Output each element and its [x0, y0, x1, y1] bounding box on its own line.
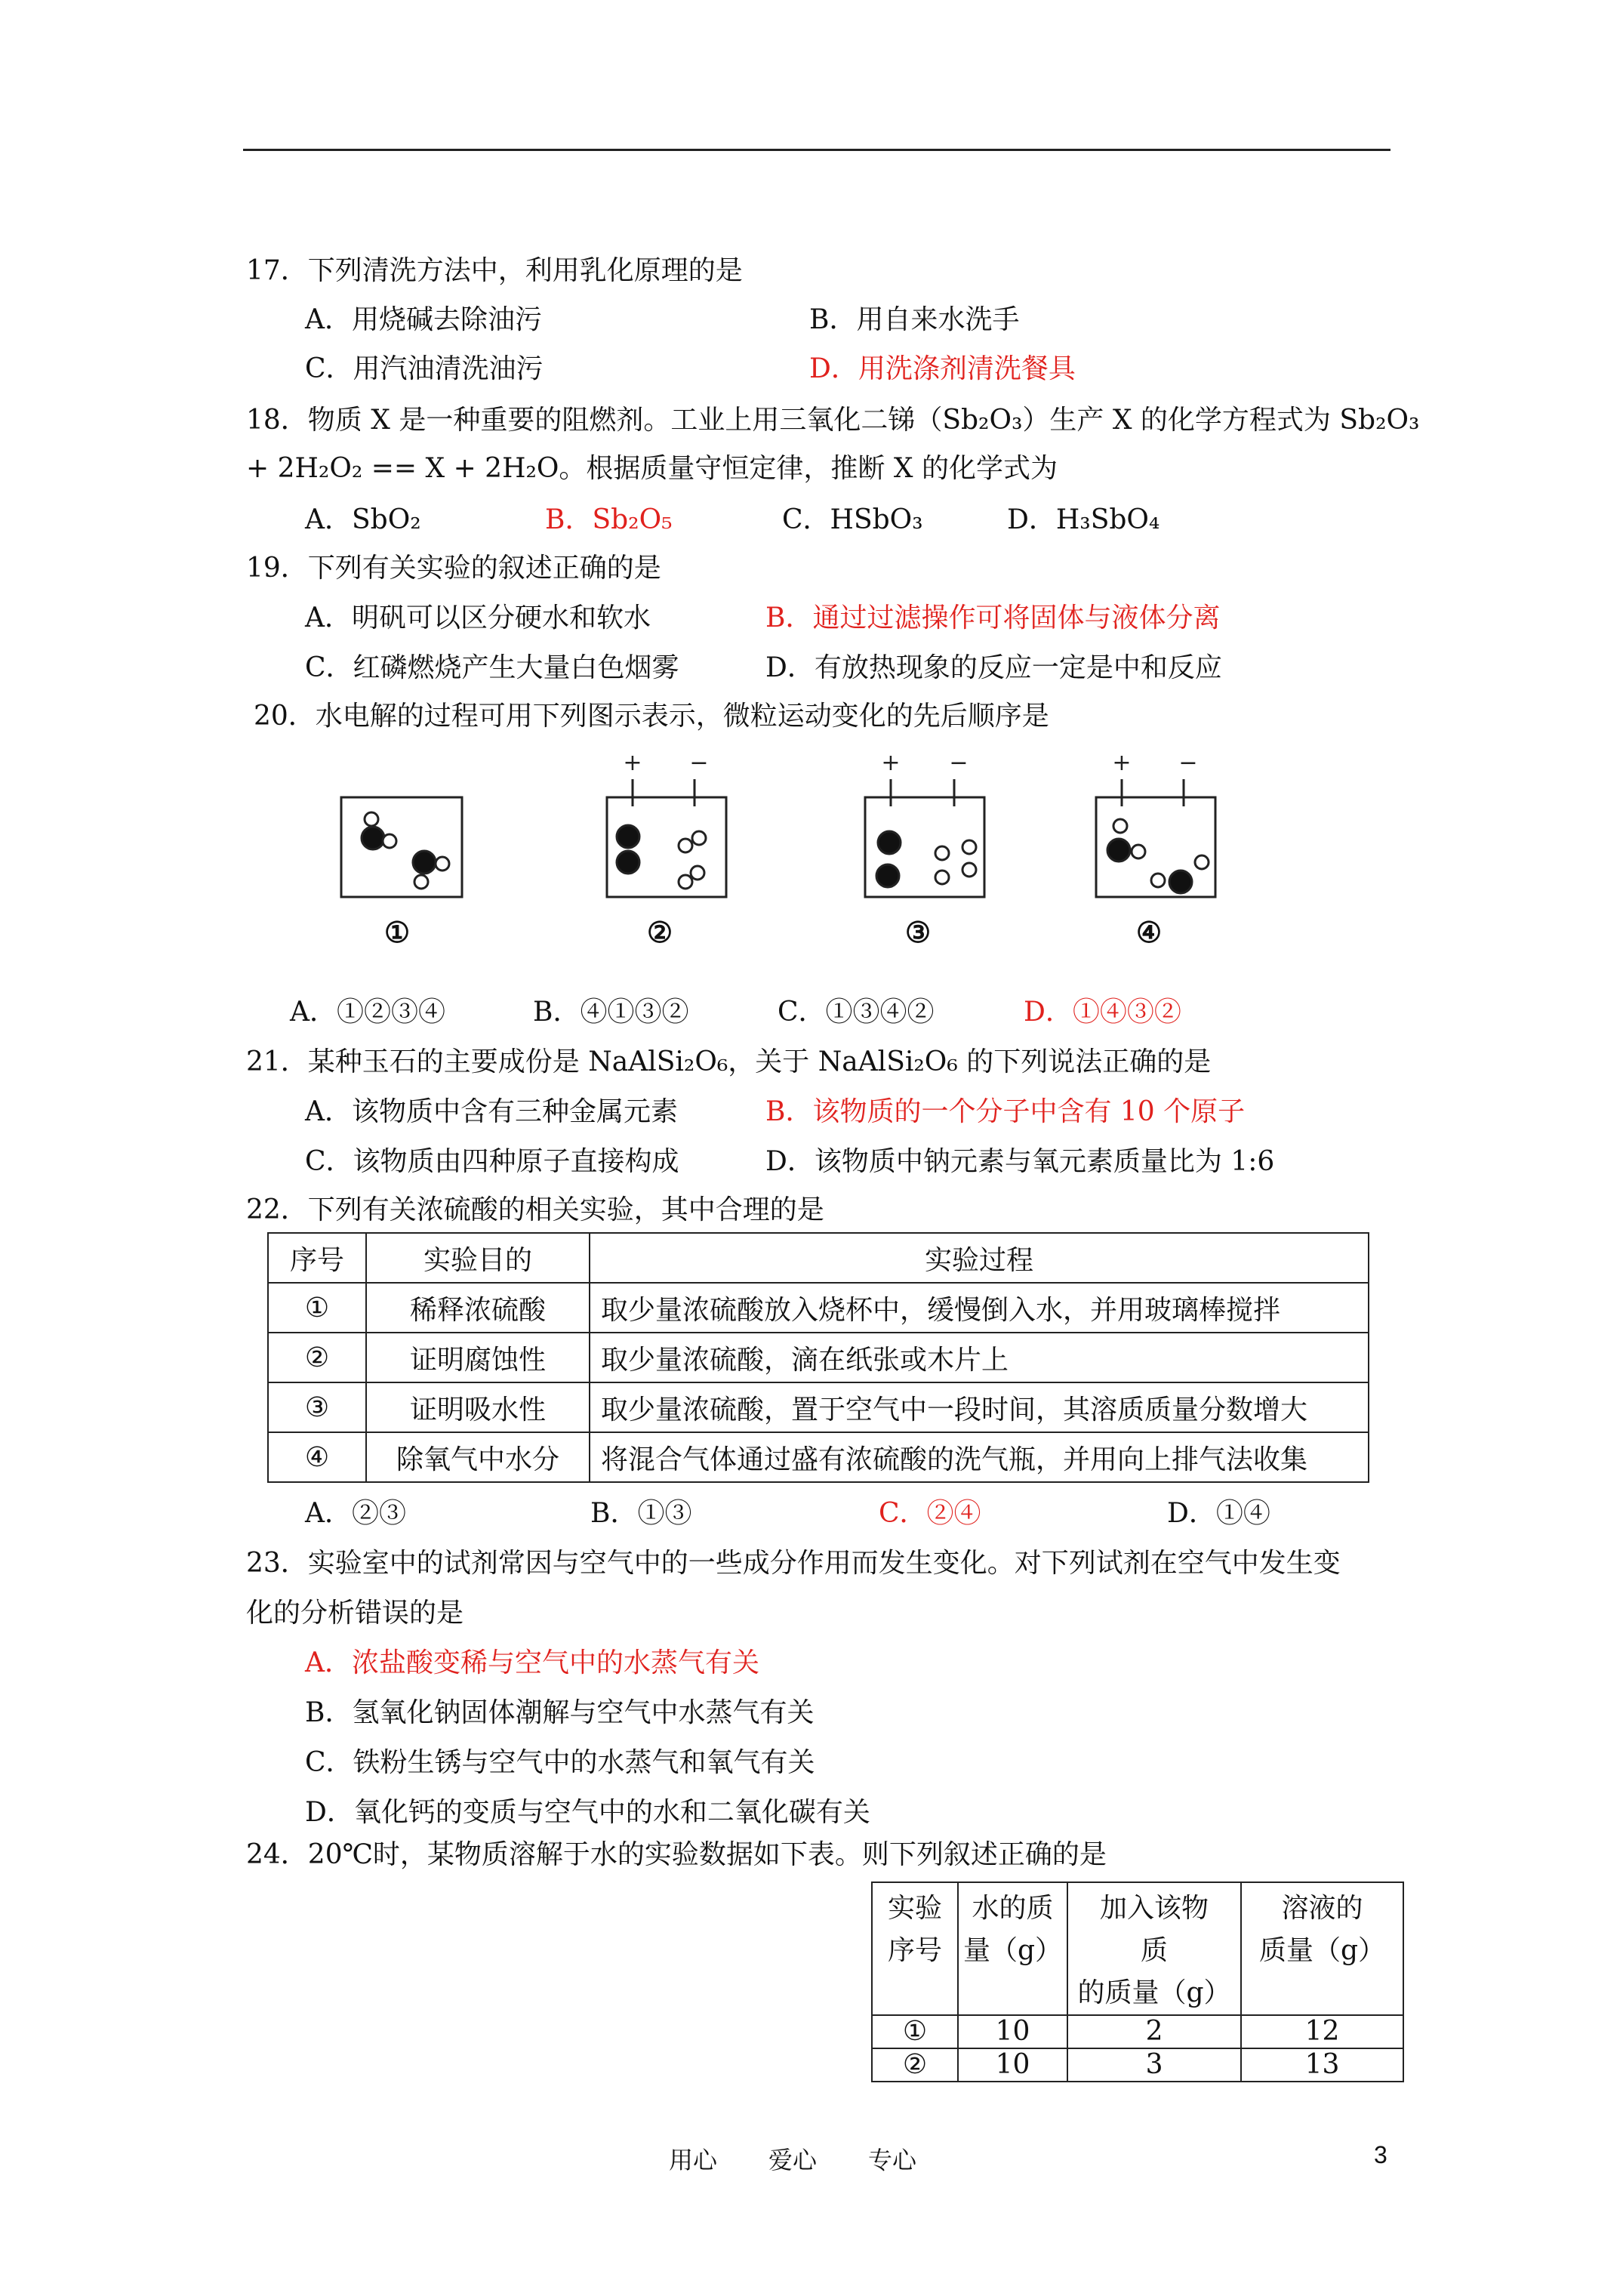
table-cell: 稀释浓硫酸: [366, 1283, 590, 1333]
page-number: 3: [1374, 2141, 1387, 2168]
header-text: 质量（g）: [1259, 1935, 1386, 1966]
table-cell: 除氧气中水分: [366, 1432, 590, 1482]
q20-option-d: D．①④③②: [1024, 997, 1181, 1028]
table-cell: 将混合气体通过盛有浓硫酸的洗气瓶，并用向上排气法收集: [590, 1432, 1369, 1482]
table-row: [268, 1283, 1369, 1333]
q23-stem-line1: 23．实验室中的试剂常因与空气中的一些成分作用而发生变化。对下列试剂在空气中发生变: [246, 1548, 1341, 1579]
q22-stem: 22．下列有关浓硫酸的相关实验，其中合理的是: [246, 1194, 824, 1225]
footer-word-3: 专心: [868, 2146, 917, 2174]
q17-option-a: A．用烧碱去除油污: [305, 304, 542, 335]
q20-option-a: A．①②③④: [290, 997, 445, 1028]
table-row: [872, 2048, 1403, 2082]
q18-stem-line2: + 2H₂O₂ == X + 2H₂O。根据质量守恒定律，推断 X 的化学式为: [246, 453, 1058, 484]
q18-stem-line1: 18．物质 X 是一种重要的阻燃剂。工业上用三氧化二锑（Sb₂O₃）生产 X 的化学方程式为 Sb₂O₃: [246, 405, 1420, 436]
q23-option-c: C．铁粉生锈与空气中的水蒸气和氧气有关: [305, 1747, 815, 1778]
table-cell: ②: [268, 1333, 366, 1382]
table-header-cell: [1241, 1882, 1403, 2015]
header-text: 的质量（g）: [1077, 1977, 1231, 2008]
table-cell: 10: [958, 2015, 1067, 2048]
q20-option-b: B．④①③②: [533, 997, 689, 1028]
q24-table: [871, 1881, 1404, 2082]
table-header-cell: 序号: [268, 1233, 366, 1283]
table-header-cell: 实验过程: [590, 1233, 1369, 1283]
q19-option-b: B．通过过滤操作可将固体与液体分离: [765, 603, 1221, 633]
electrolysis-diagram: [332, 747, 1268, 921]
header-text: 量（g）: [963, 1935, 1063, 1966]
q17-option-c: C．用汽油清洗油污: [305, 353, 544, 384]
table-cell: 取少量浓硫酸，置于空气中一段时间，其溶质质量分数增大: [590, 1382, 1369, 1432]
footer-word-1: 用心: [669, 2146, 718, 2174]
header-text: 序号: [887, 1935, 942, 1966]
table-cell: 10: [958, 2048, 1067, 2082]
table-cell: 2: [1067, 2015, 1241, 2048]
q19-option-c: C．红磷燃烧产生大量白色烟雾: [305, 652, 679, 683]
diagram-label-3: ③: [904, 915, 932, 949]
q17-option-d: D．用洗涤剂清洗餐具: [809, 353, 1076, 384]
table-row: [872, 2015, 1403, 2048]
table-row: [268, 1432, 1369, 1482]
q22-option-d: D．①④: [1167, 1498, 1270, 1529]
table-cell: ④: [268, 1432, 366, 1482]
table-cell: 3: [1067, 2048, 1241, 2082]
q17-stem: 17．下列清洗方法中，利用乳化原理的是: [246, 255, 743, 286]
header-text: 加入该物: [1100, 1893, 1209, 1924]
table-cell: ②: [872, 2048, 958, 2082]
header-text: 水的质: [972, 1893, 1054, 1924]
table-cell: 12: [1241, 2015, 1403, 2048]
table-row: [268, 1382, 1369, 1432]
footer-word-2: 爱心: [768, 2146, 818, 2174]
table-header-row: [872, 1882, 1403, 2015]
q23-option-d: D．氧化钙的变质与空气中的水和二氧化碳有关: [305, 1797, 870, 1828]
q21-option-c: C．该物质由四种原子直接构成: [305, 1146, 679, 1177]
table-cell: 证明吸水性: [366, 1382, 590, 1432]
q19-stem: 19．下列有关实验的叙述正确的是: [246, 553, 661, 584]
diagram-label-1: ①: [383, 915, 411, 949]
header-rule: [243, 149, 1390, 151]
q18-option-d: D．H₃SbO₄: [1007, 504, 1160, 535]
q21-option-d: D．该物质中钠元素与氧元素质量比为 1:6: [765, 1146, 1275, 1177]
q18-option-b: B．Sb₂O₅: [545, 504, 673, 535]
q19-option-d: D．有放热现象的反应一定是中和反应: [765, 652, 1222, 683]
q23-option-a: A．浓盐酸变稀与空气中的水蒸气有关: [305, 1647, 759, 1678]
q20-option-c: C．①③④②: [778, 997, 935, 1028]
header-text: 实验: [887, 1893, 942, 1924]
q23-option-b: B．氢氧化钠固体潮解与空气中水蒸气有关: [305, 1697, 815, 1728]
table-cell: 取少量浓硫酸，滴在纸张或木片上: [590, 1333, 1369, 1382]
q18-option-a: A．SbO₂: [305, 504, 421, 535]
q22-option-a: A．②③: [305, 1498, 406, 1529]
table-cell: ①: [872, 2015, 958, 2048]
diagram-box-1: [341, 797, 462, 897]
table-cell: ③: [268, 1382, 366, 1432]
table-row: [268, 1333, 1369, 1382]
header-text: 质: [1141, 1935, 1169, 1966]
diagram-label-2: ②: [646, 915, 673, 949]
table-cell: ①: [268, 1283, 366, 1333]
q21-stem: 21．某种玉石的主要成份是 NaAlSi₂O₆，关于 NaAlSi₂O₆ 的下列说法正确的是: [246, 1046, 1212, 1077]
header-text: 溶液的: [1281, 1893, 1363, 1924]
table-cell: 13: [1241, 2048, 1403, 2082]
table-cell: 证明腐蚀性: [366, 1333, 590, 1382]
q24-stem: 24．20℃时，某物质溶解于水的实验数据如下表。则下列叙述正确的是: [246, 1839, 1107, 1870]
plus-sign-3: +: [881, 750, 901, 776]
q19-option-a: A．明矾可以区分硬水和软水: [305, 603, 651, 633]
diagram-label-4: ④: [1135, 915, 1163, 949]
q21-option-b: B．该物质的一个分子中含有 10 个原子: [765, 1096, 1246, 1127]
q22-option-b: B．①③: [590, 1498, 692, 1529]
minus-sign-4: −: [1178, 750, 1198, 776]
q21-option-a: A．该物质中含有三种金属元素: [305, 1096, 678, 1127]
table-cell: 取少量浓硫酸放入烧杯中，缓慢倒入水，并用玻璃棒搅拌: [590, 1283, 1369, 1333]
table-header-cell: [872, 1882, 958, 2015]
minus-sign-3: −: [949, 750, 969, 776]
q18-option-c: C．HSbO₃: [782, 504, 923, 535]
table-header-cell: [1067, 1882, 1241, 2015]
plus-sign-2: +: [623, 750, 642, 776]
table-header-cell: 实验目的: [366, 1233, 590, 1283]
q20-stem: 20．水电解的过程可用下列图示表示，微粒运动变化的先后顺序是: [254, 701, 1049, 732]
q17-option-b: B．用自来水洗手: [809, 304, 1020, 335]
q23-stem-line2: 化的分析错误的是: [246, 1598, 464, 1629]
table-header-row: [268, 1233, 1369, 1283]
minus-sign-2: −: [689, 750, 709, 776]
q22-option-c: C．②④: [879, 1498, 981, 1529]
plus-sign-4: +: [1112, 750, 1132, 776]
table-header-cell: [958, 1882, 1067, 2015]
q22-table: [267, 1232, 1369, 1483]
